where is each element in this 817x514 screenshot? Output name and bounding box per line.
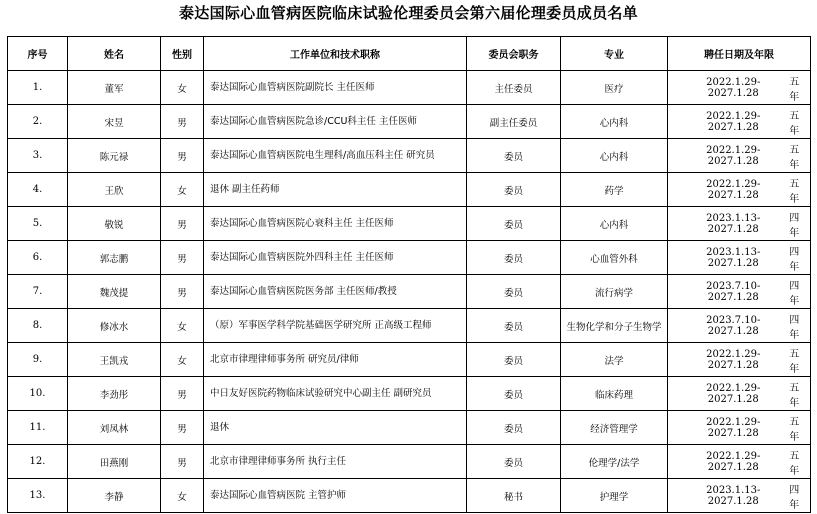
- term-dates: 2023.1.13-2027.1.28: [706, 484, 761, 507]
- header-name: 姓名: [68, 37, 161, 71]
- row-unit: 退休: [204, 411, 467, 445]
- row-no: 8.: [8, 309, 68, 343]
- row-no: 10.: [8, 377, 68, 411]
- row-gender: 女: [161, 343, 204, 377]
- row-name: 郭志鹏: [68, 241, 161, 275]
- row-gender: 男: [161, 207, 204, 241]
- table-row: [8, 207, 811, 241]
- table-row: [8, 173, 811, 207]
- term-wrapper: [674, 209, 804, 239]
- term-dates: 2022.1.29-2027.1.28: [706, 110, 761, 133]
- row-major: 法学: [561, 343, 668, 377]
- row-name: 李劲彤: [68, 377, 161, 411]
- row-major: 经济管理学: [561, 411, 668, 445]
- table-row: [8, 105, 811, 139]
- row-major: 生物化学和分子生物学: [561, 309, 668, 343]
- table-row: [8, 139, 811, 173]
- term-dates: 2022.1.29-2027.1.28: [706, 178, 761, 201]
- row-role: 委员: [467, 139, 561, 173]
- term-dates: 2022.1.29-2027.1.28: [706, 450, 761, 473]
- row-no: 7.: [8, 275, 68, 309]
- term-wrapper: [674, 107, 804, 137]
- row-gender: 女: [161, 479, 204, 513]
- row-major: 医疗: [561, 71, 668, 105]
- term-wrapper: [674, 481, 804, 511]
- term-wrapper: [674, 413, 804, 443]
- term-dates: 2023.7.10-2027.1.28: [706, 314, 761, 337]
- term-wrapper: [674, 73, 804, 103]
- row-unit: 中日友好医院药物临床试验研究中心副主任 副研究员: [204, 377, 467, 411]
- row-name: 修冰水: [68, 309, 161, 343]
- term-years: 五年: [789, 144, 800, 171]
- row-no: 1.: [8, 71, 68, 105]
- term-years: 五年: [789, 348, 800, 375]
- row-no: 6.: [8, 241, 68, 275]
- term-years: 五年: [789, 110, 800, 137]
- term-years: 四年: [789, 280, 800, 307]
- row-gender: 女: [161, 71, 204, 105]
- row-term: [668, 275, 811, 309]
- row-unit: 泰达国际心血管病医院电生理科/高血压科主任 研究员: [204, 139, 467, 173]
- term-years: 五年: [789, 382, 800, 409]
- term-wrapper: [674, 379, 804, 409]
- row-gender: 男: [161, 275, 204, 309]
- row-role: 副主任委员: [467, 105, 561, 139]
- row-role: 委员: [467, 445, 561, 479]
- row-gender: 男: [161, 445, 204, 479]
- row-role: 委员: [467, 411, 561, 445]
- row-unit: 北京市律理律师事务所 执行主任: [204, 445, 467, 479]
- members-table: [7, 36, 811, 513]
- term-years: 四年: [789, 484, 800, 511]
- row-role: 秘书: [467, 479, 561, 513]
- row-unit: 泰达国际心血管病医院外四科主任 主任医师: [204, 241, 467, 275]
- row-term: [668, 173, 811, 207]
- row-major: 心血管外科: [561, 241, 668, 275]
- row-role: 主任委员: [467, 71, 561, 105]
- row-unit: 泰达国际心血管病医院心衰科主任 主任医师: [204, 207, 467, 241]
- row-term: [668, 377, 811, 411]
- term-dates: 2022.1.29-2027.1.28: [706, 416, 761, 439]
- row-term: [668, 479, 811, 513]
- row-gender: 男: [161, 105, 204, 139]
- term-dates: 2022.1.29-2027.1.28: [706, 348, 761, 371]
- row-name: 刘凤林: [68, 411, 161, 445]
- row-unit: 泰达国际心血管病医院医务部 主任医师/教授: [204, 275, 467, 309]
- row-role: 委员: [467, 207, 561, 241]
- row-role: 委员: [467, 309, 561, 343]
- row-name: 李静: [68, 479, 161, 513]
- table-row: [8, 309, 811, 343]
- row-gender: 男: [161, 377, 204, 411]
- row-unit: 泰达国际心血管病医院副院长 主任医师: [204, 71, 467, 105]
- table-row: [8, 377, 811, 411]
- term-wrapper: [674, 141, 804, 171]
- row-major: 心内科: [561, 207, 668, 241]
- row-major: 护理学: [561, 479, 668, 513]
- term-wrapper: [674, 243, 804, 273]
- row-gender: 女: [161, 309, 204, 343]
- row-no: 13.: [8, 479, 68, 513]
- row-name: 田燕刚: [68, 445, 161, 479]
- term-dates: 2023.1.13-2027.1.28: [706, 246, 761, 269]
- table-row: [8, 275, 811, 309]
- row-no: 9.: [8, 343, 68, 377]
- row-unit: （原）军事医学科学院基础医学研究所 正高级工程师: [204, 309, 467, 343]
- row-gender: 男: [161, 411, 204, 445]
- row-term: [668, 207, 811, 241]
- row-major: 药学: [561, 173, 668, 207]
- row-term: [668, 241, 811, 275]
- term-wrapper: [674, 447, 804, 477]
- row-name: 魏茂提: [68, 275, 161, 309]
- term-years: 四年: [789, 246, 800, 273]
- row-term: [668, 445, 811, 479]
- row-unit: 泰达国际心血管病医院急诊/CCU科主任 主任医师: [204, 105, 467, 139]
- row-unit: 泰达国际心血管病医院 主管护师: [204, 479, 467, 513]
- term-wrapper: [674, 277, 804, 307]
- row-name: 宋昱: [68, 105, 161, 139]
- row-no: 12.: [8, 445, 68, 479]
- row-name: 敬锐: [68, 207, 161, 241]
- row-major: 流行病学: [561, 275, 668, 309]
- term-wrapper: [674, 175, 804, 205]
- row-role: 委员: [467, 377, 561, 411]
- term-years: 五年: [789, 450, 800, 477]
- row-no: 4.: [8, 173, 68, 207]
- row-name: 王欣: [68, 173, 161, 207]
- row-major: 临床药理: [561, 377, 668, 411]
- term-dates: 2023.7.10-2027.1.28: [706, 280, 761, 303]
- row-name: 董军: [68, 71, 161, 105]
- row-no: 3.: [8, 139, 68, 173]
- row-no: 2.: [8, 105, 68, 139]
- table-row: [8, 241, 811, 275]
- row-role: 委员: [467, 241, 561, 275]
- term-years: 四年: [789, 314, 800, 341]
- row-name: 陈元禄: [68, 139, 161, 173]
- header-major: 专业: [561, 37, 668, 71]
- table-header-row: [8, 37, 811, 71]
- row-term: [668, 309, 811, 343]
- term-years: 四年: [789, 212, 800, 239]
- header-role: 委员会职务: [467, 37, 561, 71]
- table-row: [8, 343, 811, 377]
- row-term: [668, 139, 811, 173]
- header-unit: 工作单位和技术职称: [204, 37, 467, 71]
- row-role: 委员: [467, 275, 561, 309]
- header-gender: 性别: [161, 37, 204, 71]
- term-years: 五年: [789, 178, 800, 205]
- row-gender: 男: [161, 139, 204, 173]
- term-wrapper: [674, 345, 804, 375]
- row-term: [668, 411, 811, 445]
- row-unit: 退休 副主任药师: [204, 173, 467, 207]
- row-role: 委员: [467, 173, 561, 207]
- row-name: 王凯戎: [68, 343, 161, 377]
- term-dates: 2022.1.29-2027.1.28: [706, 144, 761, 167]
- document-title: 泰达国际心血管病医院临床试验伦理委员会第六届伦理委员成员名单: [178, 4, 638, 22]
- row-gender: 男: [161, 241, 204, 275]
- term-dates: 2023.1.13-2027.1.28: [706, 212, 761, 235]
- term-wrapper: [674, 311, 804, 341]
- row-major: 伦理学/法学: [561, 445, 668, 479]
- term-years: 五年: [789, 416, 800, 443]
- table-row: [8, 445, 811, 479]
- table-row: [8, 71, 811, 105]
- row-term: [668, 105, 811, 139]
- table-row: [8, 411, 811, 445]
- term-years: 五年: [789, 76, 800, 103]
- row-no: 5.: [8, 207, 68, 241]
- row-gender: 女: [161, 173, 204, 207]
- header-term: 聘任日期及年限: [668, 37, 811, 71]
- row-term: [668, 343, 811, 377]
- row-no: 11.: [8, 411, 68, 445]
- row-major: 心内科: [561, 105, 668, 139]
- row-unit: 北京市律理律师事务所 研究员/律师: [204, 343, 467, 377]
- term-dates: 2022.1.29-2027.1.28: [706, 382, 761, 405]
- row-major: 心内科: [561, 139, 668, 173]
- row-term: [668, 71, 811, 105]
- header-no: 序号: [8, 37, 68, 71]
- row-role: 委员: [467, 343, 561, 377]
- table-row: [8, 479, 811, 513]
- term-dates: 2022.1.29-2027.1.28: [706, 76, 761, 99]
